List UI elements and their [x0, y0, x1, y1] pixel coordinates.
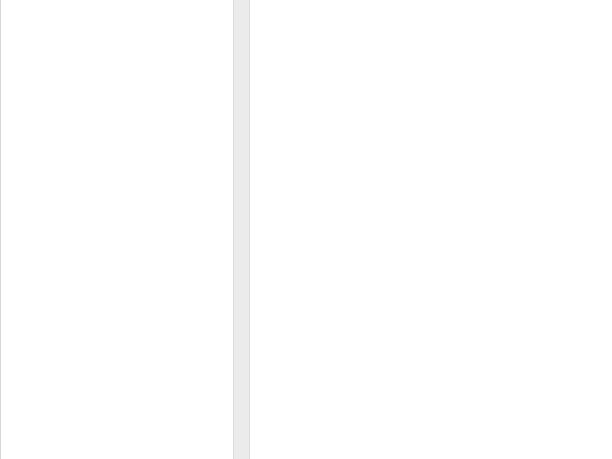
page-edge-left — [0, 0, 1, 459]
page-gutter — [233, 0, 250, 459]
